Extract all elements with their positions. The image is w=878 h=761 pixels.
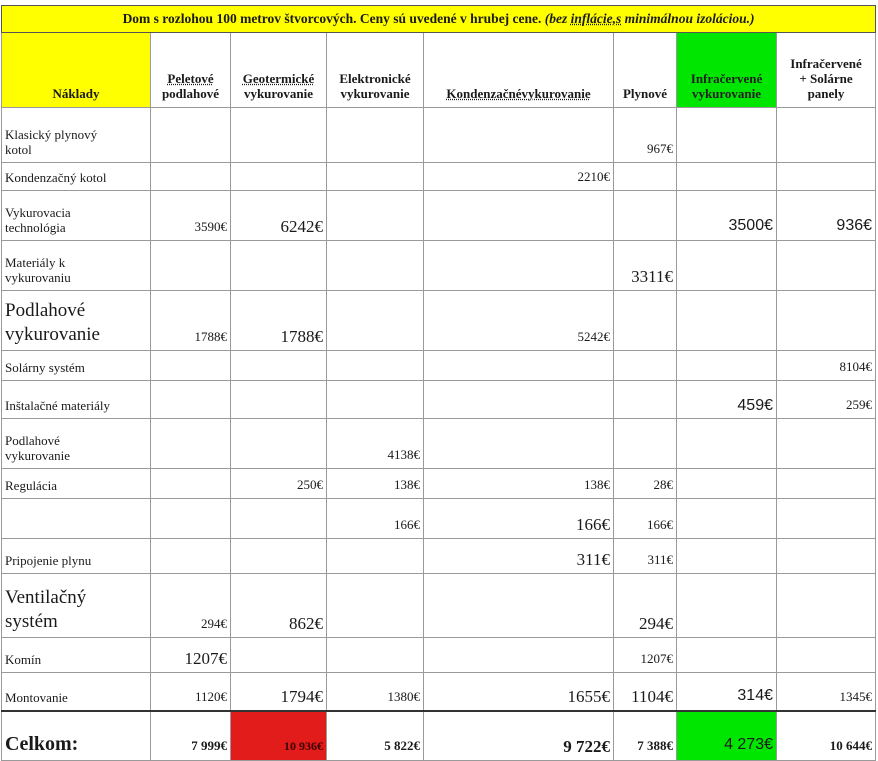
row-label-line: Inštalačné materiály [5,398,111,413]
cell-plynove: 28€ [614,469,677,499]
cell-plynove: 967€ [614,108,677,163]
row-label [2,191,151,241]
cell-elektronicke [327,381,424,419]
title-main: Dom s rozlohou 100 metrov štvorcových. Ceny sú uvedené v hrubej cene. [122,11,542,26]
header-kondenzacne-text: Kondenzačnévykurovanie [446,86,591,101]
cell-plynove: 3311€ [614,241,677,291]
cell-elektronicke [327,351,424,381]
header-kondenzacne [424,33,614,108]
cell-infracervene [677,419,777,469]
cell-kondenzacne [424,241,614,291]
row-label-line: Solárny systém [5,360,85,375]
cell-elektronicke [327,191,424,241]
cell-kondenzacne: 138€ [424,469,614,499]
header-row [2,33,876,108]
cell-plynove: 1104€ [614,673,677,711]
cell-peletove [151,241,231,291]
header-infracervene-line1: Infračervené [690,71,763,86]
table-row [2,108,876,163]
cell-peletove [151,419,231,469]
heating-cost-table [1,5,876,761]
cell-peletove: 1207€ [151,638,231,673]
title-note-suffix: minimálnou izoláciou.) [621,11,755,26]
cell-plynove: 1207€ [614,638,677,673]
cell-peletove: 3590€ [151,191,231,241]
row-label-line: Podlahové [5,300,86,321]
cell-plynove: 294€ [614,574,677,638]
title-note-prefix: (bez [544,11,571,26]
cell-solarne: 8104€ [777,351,876,381]
row-label-line: Klasický plynový [5,127,98,142]
cell-geotermicke [231,163,327,191]
row-label-line: vykurovanie [5,448,70,463]
total-geotermicke: 10 936€ [231,711,327,761]
row-label [2,539,151,574]
cell-kondenzacne [424,419,614,469]
row-label-line: vykurovaniu [5,270,71,285]
row-label [2,638,151,673]
cell-infracervene [677,574,777,638]
cell-solarne: 1345€ [777,673,876,711]
cell-peletove: 294€ [151,574,231,638]
header-plynove: Plynové [614,33,677,108]
row-label [2,381,151,419]
table-row [2,673,876,711]
cell-solarne [777,163,876,191]
cell-infracervene [677,499,777,539]
header-solarne-line2: + Solárne [799,71,853,86]
cell-infracervene: 3500€ [677,191,777,241]
cell-peletove [151,499,231,539]
cell-infracervene [677,291,777,351]
header-elektronicke-line2: vykurovanie [340,86,410,101]
table-row [2,638,876,673]
cell-solarne [777,469,876,499]
row-label-line: Vykurovacia [5,205,71,220]
row-label-line: technológia [5,220,66,235]
row-label-line: Regulácia [5,478,57,493]
row-label [2,419,151,469]
total-plynove: 7 388€ [614,711,677,761]
cell-kondenzacne: 1655€ [424,673,614,711]
cell-peletove: 1788€ [151,291,231,351]
cell-solarne [777,108,876,163]
row-label-line: vykurovanie [5,324,100,345]
cell-kondenzacne: 5242€ [424,291,614,351]
table-row [2,469,876,499]
table-row [2,241,876,291]
row-label-line: Ventilačný [5,587,87,608]
header-peletove-line1: Peletové [167,71,214,86]
total-label: Celkom: [2,711,151,761]
table-row [2,163,876,191]
cell-kondenzacne [424,574,614,638]
cell-geotermicke: 862€ [231,574,327,638]
table-row [2,291,876,351]
table-row [2,191,876,241]
cell-infracervene [677,469,777,499]
cell-plynove [614,191,677,241]
header-infracervene [677,33,777,108]
row-label [2,291,151,351]
cell-peletove: 1120€ [151,673,231,711]
cell-elektronicke: 138€ [327,469,424,499]
cell-solarne [777,291,876,351]
cell-infracervene [677,241,777,291]
cell-solarne: 259€ [777,381,876,419]
cell-solarne [777,419,876,469]
cell-plynove [614,163,677,191]
cell-plynove: 311€ [614,539,677,574]
header-naklady: Náklady [2,33,151,108]
cell-elektronicke [327,108,424,163]
row-label-line: Pripojenie plynu [5,553,92,568]
row-label-line: kotol [5,142,32,157]
cost-rows [2,108,876,711]
cell-solarne [777,499,876,539]
cell-elektronicke [327,163,424,191]
header-peletove-line2: podlahové [161,86,220,101]
cell-elektronicke: 1380€ [327,673,424,711]
cell-kondenzacne [424,191,614,241]
cell-elektronicke [327,638,424,673]
cell-kondenzacne: 311€ [424,539,614,574]
table-row [2,499,876,539]
cell-elektronicke [327,539,424,574]
cell-kondenzacne [424,638,614,673]
cell-geotermicke [231,638,327,673]
total-solarne: 10 644€ [777,711,876,761]
row-label-line: Kondenzačný kotol [5,170,107,185]
row-label [2,108,151,163]
cell-geotermicke [231,351,327,381]
cell-peletove [151,351,231,381]
row-label [2,574,151,638]
cell-geotermicke [231,241,327,291]
cell-elektronicke [327,291,424,351]
cell-infracervene [677,351,777,381]
row-label-line: Montovanie [5,689,68,705]
cell-kondenzacne [424,351,614,381]
cell-elektronicke: 4138€ [327,419,424,469]
row-label-line: systém [5,611,58,632]
cell-solarne [777,241,876,291]
cell-elektronicke [327,241,424,291]
cell-elektronicke [327,574,424,638]
cell-infracervene: 314€ [677,673,777,711]
total-kondenzacne: 9 722€ [424,711,614,761]
cell-solarne [777,574,876,638]
cell-infracervene [677,163,777,191]
total-row [2,711,876,761]
cell-solarne: 936€ [777,191,876,241]
cell-plynove [614,351,677,381]
cell-plynove [614,291,677,351]
header-peletove [151,33,231,108]
table-row [2,419,876,469]
cell-geotermicke: 250€ [231,469,327,499]
total-infracervene: 4 273€ [677,711,777,761]
total-elektronicke: 5 822€ [327,711,424,761]
row-label [2,351,151,381]
table-row [2,351,876,381]
cell-infracervene [677,638,777,673]
cell-kondenzacne [424,381,614,419]
row-label [2,241,151,291]
title-note-underlined: inflácie,s [570,11,622,26]
header-solarne-line3: panely [807,86,845,101]
cell-kondenzacne: 2210€ [424,163,614,191]
table-title [2,6,876,33]
table-row [2,539,876,574]
cell-kondenzacne: 166€ [424,499,614,539]
cell-geotermicke: 1788€ [231,291,327,351]
header-geotermicke [231,33,327,108]
cell-infracervene [677,539,777,574]
header-solarne-line1: Infračervené [790,56,862,71]
row-label-line: Materiály k [5,255,66,270]
cell-elektronicke: 166€ [327,499,424,539]
cell-solarne [777,638,876,673]
cell-peletove [151,381,231,419]
cell-plynove [614,419,677,469]
cell-peletove [151,163,231,191]
table-row [2,381,876,419]
cell-geotermicke: 6242€ [231,191,327,241]
total-peletove: 7 999€ [151,711,231,761]
title-row [2,6,876,33]
cell-peletove [151,469,231,499]
row-label-line: Komín [5,652,42,667]
header-elektronicke [327,33,424,108]
cell-geotermicke [231,499,327,539]
header-solarne [777,33,876,108]
cell-solarne [777,539,876,574]
row-label [2,673,151,711]
row-label [2,163,151,191]
cell-geotermicke [231,381,327,419]
row-label-line: Podlahové [5,433,60,448]
cell-infracervene: 459€ [677,381,777,419]
cell-plynove: 166€ [614,499,677,539]
header-geotermicke-line2: vykurovanie [243,86,314,101]
row-label [2,469,151,499]
row-label [2,499,151,539]
cell-infracervene [677,108,777,163]
header-infracervene-line2: vykurovanie [691,86,762,101]
cell-geotermicke [231,108,327,163]
cell-plynove [614,381,677,419]
header-elektronicke-line1: Elektronické [339,71,411,86]
cell-peletove [151,108,231,163]
cell-geotermicke [231,539,327,574]
header-geotermicke-line1: Geotermické [242,71,315,86]
cell-geotermicke: 1794€ [231,673,327,711]
title-note [545,11,755,26]
price-table-container [1,5,875,761]
table-row [2,574,876,638]
cell-geotermicke [231,419,327,469]
cell-kondenzacne [424,108,614,163]
cell-peletove [151,539,231,574]
